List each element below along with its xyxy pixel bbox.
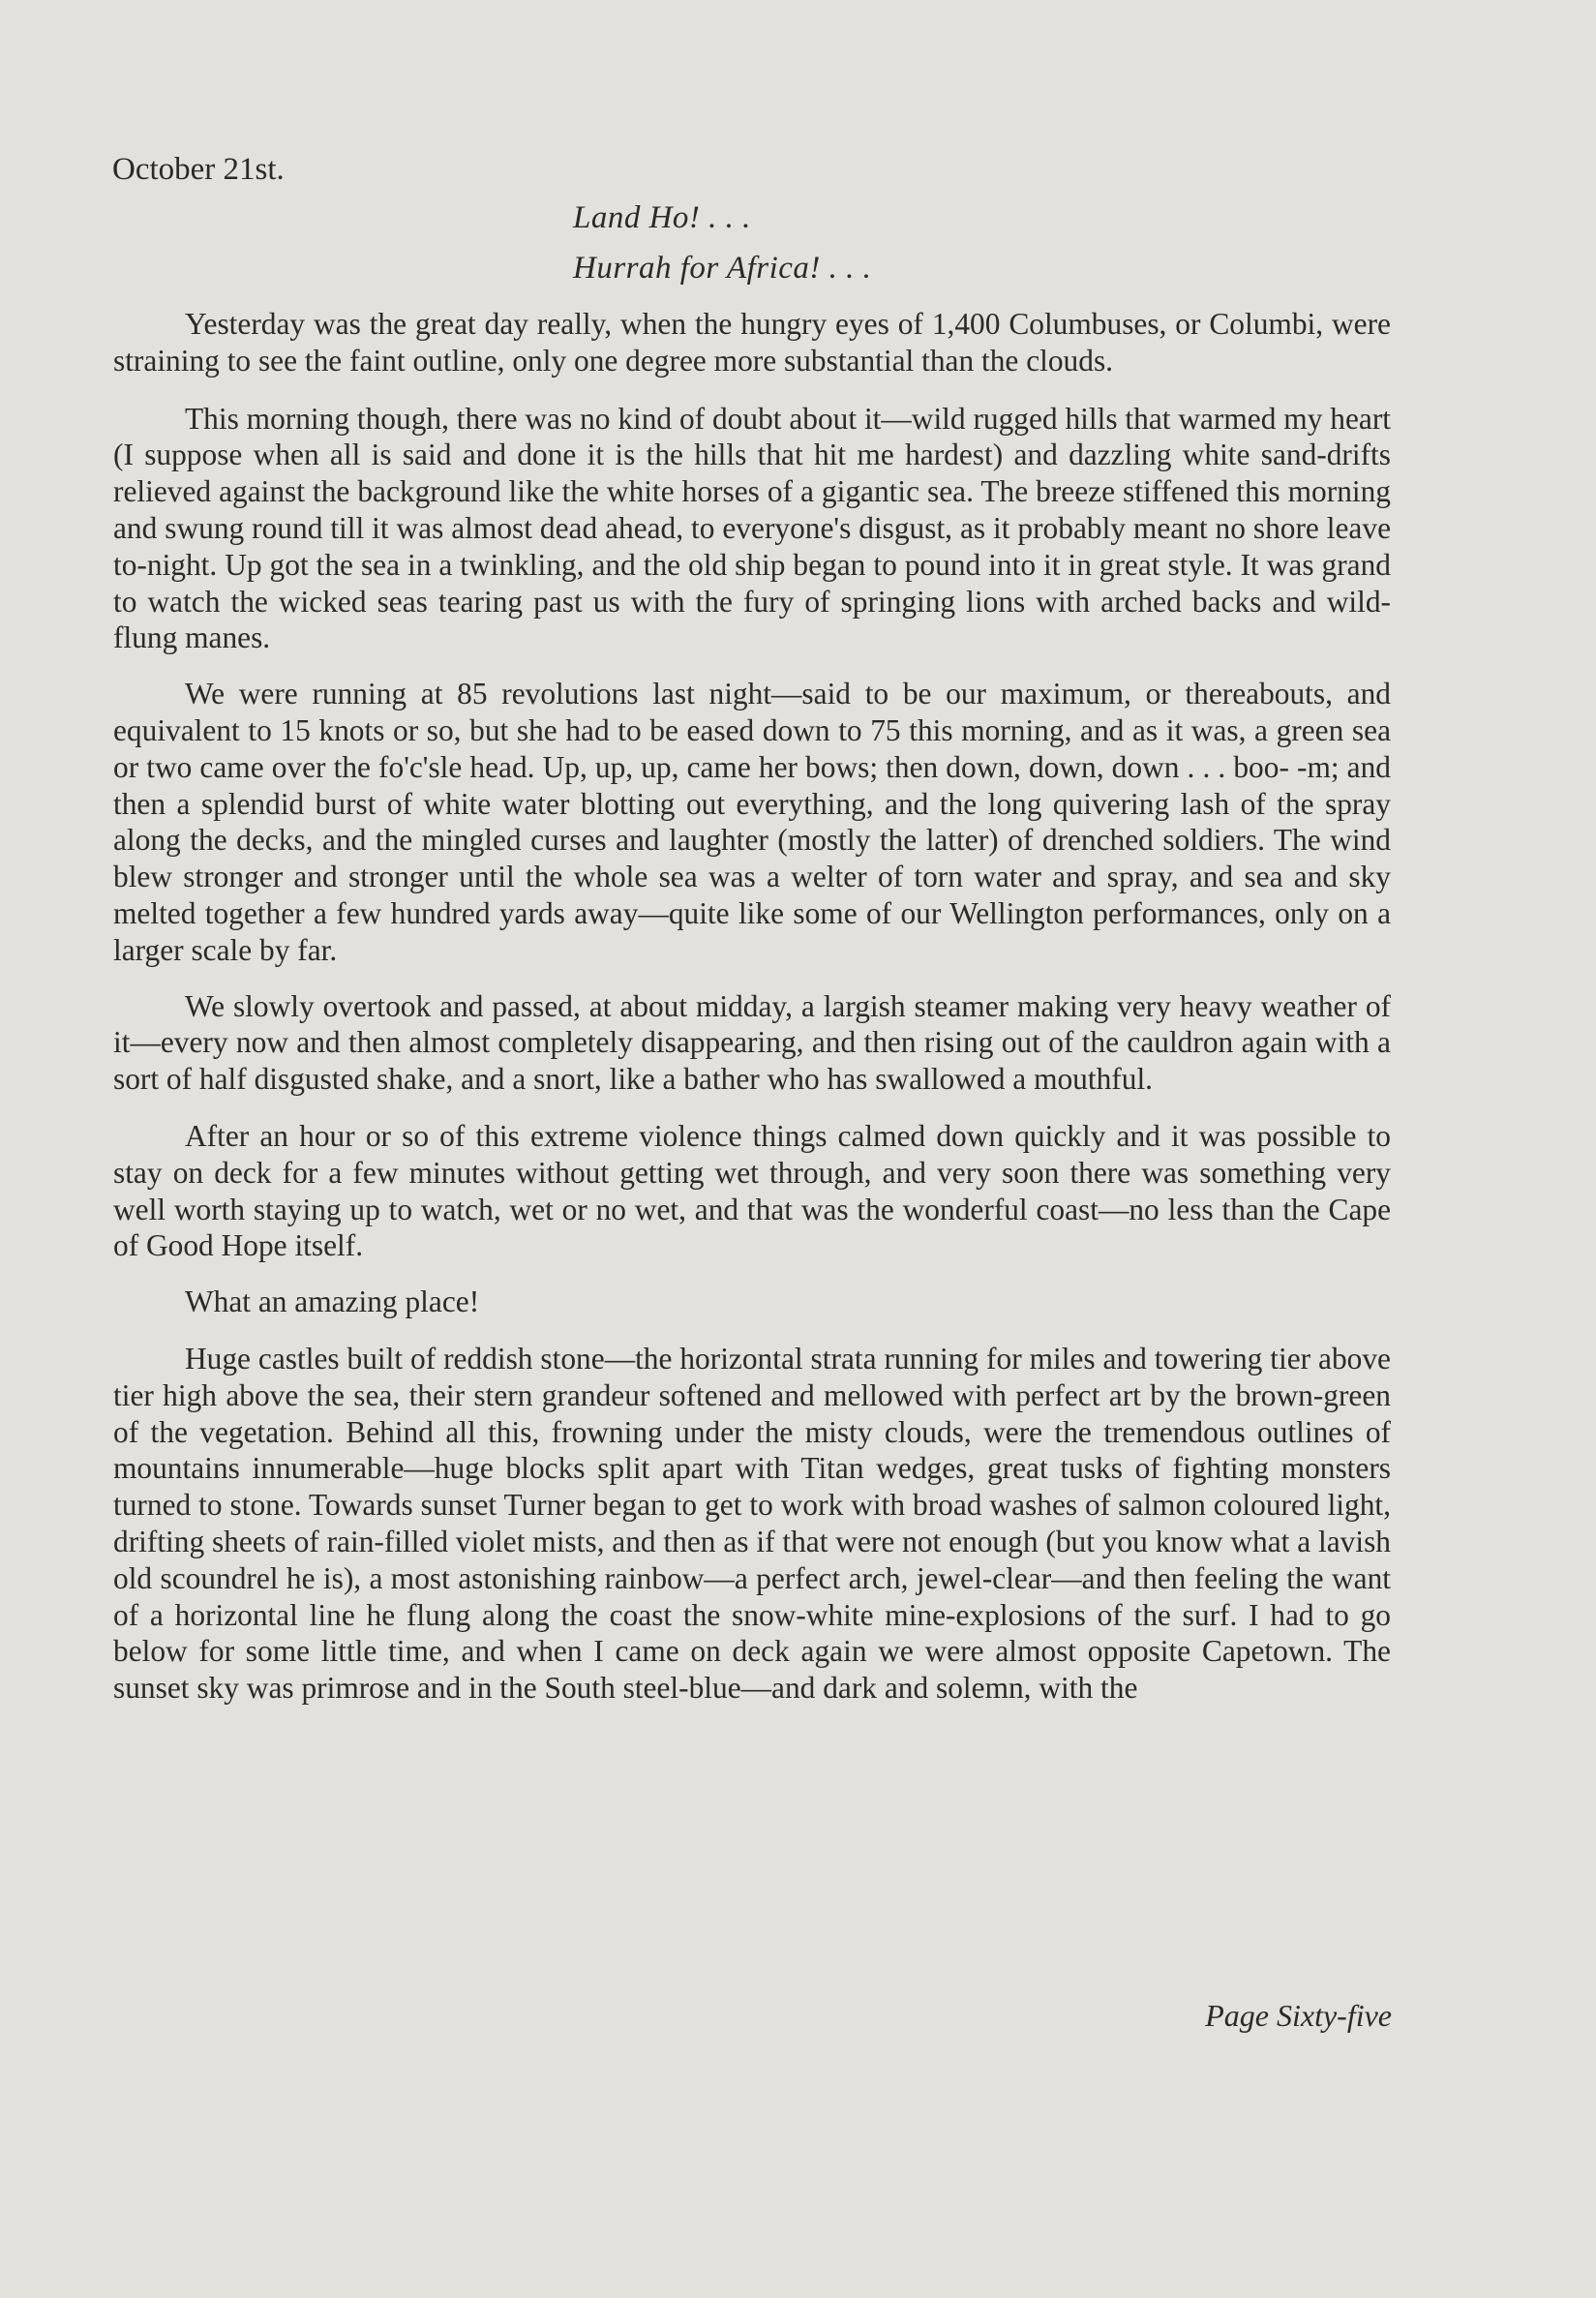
paragraph-1: Yesterday was the great day really, when the hungry eyes of 1,400 Columbuses, or Columbi, were straining to see the faint outline, only one degree more substantial than the clouds. — [113, 307, 1391, 378]
entry-date: October 21st. — [112, 152, 285, 187]
paragraph-4: We slowly overtook and passed, at about midday, a largish steamer making very heavy weather of it—every now and then almost completely disappearing, and then rising out of the cauldron again with a sort of half disgusted shake, and a snort, like a bather who has swallowed a mouthful. — [113, 988, 1391, 1097]
heading-land-ho: Land Ho! . . . — [573, 200, 751, 235]
heading-hurrah-for-africa: Hurrah for Africa! . . . — [573, 251, 872, 286]
page-number: Page Sixty-five — [1205, 1998, 1392, 2033]
body-text — [113, 306, 1391, 1707]
paragraph-7: Huge castles built of reddish stone—the horizontal strata running for miles and towering tier above tier high above the sea, their stern grandeur softened and mellowed with perfect art by the brown-green of the vegetation. Behind all this, frowning under the misty clouds, were the tremendous outlines of mountains innumerable—huge blocks split apart with Titan wedges, great tusks of fighting monsters turned to stone. Towards sunset Turner began to get to work with broad washes of salmon coloured light, drifting sheets of rain-filled violet mists, and then as if that were not enough (but you know what a lavish old scoundrel he is), a most astonishing rainbow—a perfect arch, jewel-clear—and then feeling the want of a horizontal line he flung along the coast the snow-white mine-explosions of the surf. I had to go below for some little time, and when I came on deck again we were almost opposite Capetown. The sunset sky was primrose and in the South steel-blue—and dark and solemn, with the — [113, 1341, 1391, 1706]
paragraph-3: We were running at 85 revolutions last night—said to be our maximum, or thereabouts, and equivalent to 15 knots or so, but she had to be eased down to 75 this morning, and as it was, a green sea or two came over the fo'c'sle head. Up, up, up, came her bows; then down, down, down . . . boo- -m; and then a splendid burst of white water blotting out everything, and the long quivering lash of the spray along the decks, and the mingled curses and laughter (mostly the latter) of drenched soldiers. The wind blew stronger and stronger until the whole sea was a welter of torn water and spray, and sea and sky melted together a few hundred yards away—quite like some of our Wellington performances, only on a larger scale by far. — [113, 677, 1391, 967]
paragraph-5: After an hour or so of this extreme violence things calmed down quickly and it was possible to stay on deck for a few minutes without getting wet through, and very soon there was something very well worth staying up to watch, wet or no wet, and that was the wonderful coast—no less than the Cape of Good Hope itself. — [113, 1118, 1391, 1263]
paragraph-2: This morning though, there was no kind of doubt about it—wild rugged hills that warmed my heart (I suppose when all is said and done it is the hills that hit me hardest) and dazzling white sand-drifts relieved against the background like the white horses of a gigantic sea. The breeze stiffened this morning and swung round till it was almost dead ahead, to everyone's disgust, as it probably meant no shore leave to-night. Up got the sea in a twinkling, and the old ship began to pound into it in great style. It was grand to watch the wicked seas tearing past us with the fury of springing lions with arched backs and wild-flung manes. — [113, 401, 1391, 655]
paragraph-6: What an amazing place! — [185, 1285, 480, 1319]
